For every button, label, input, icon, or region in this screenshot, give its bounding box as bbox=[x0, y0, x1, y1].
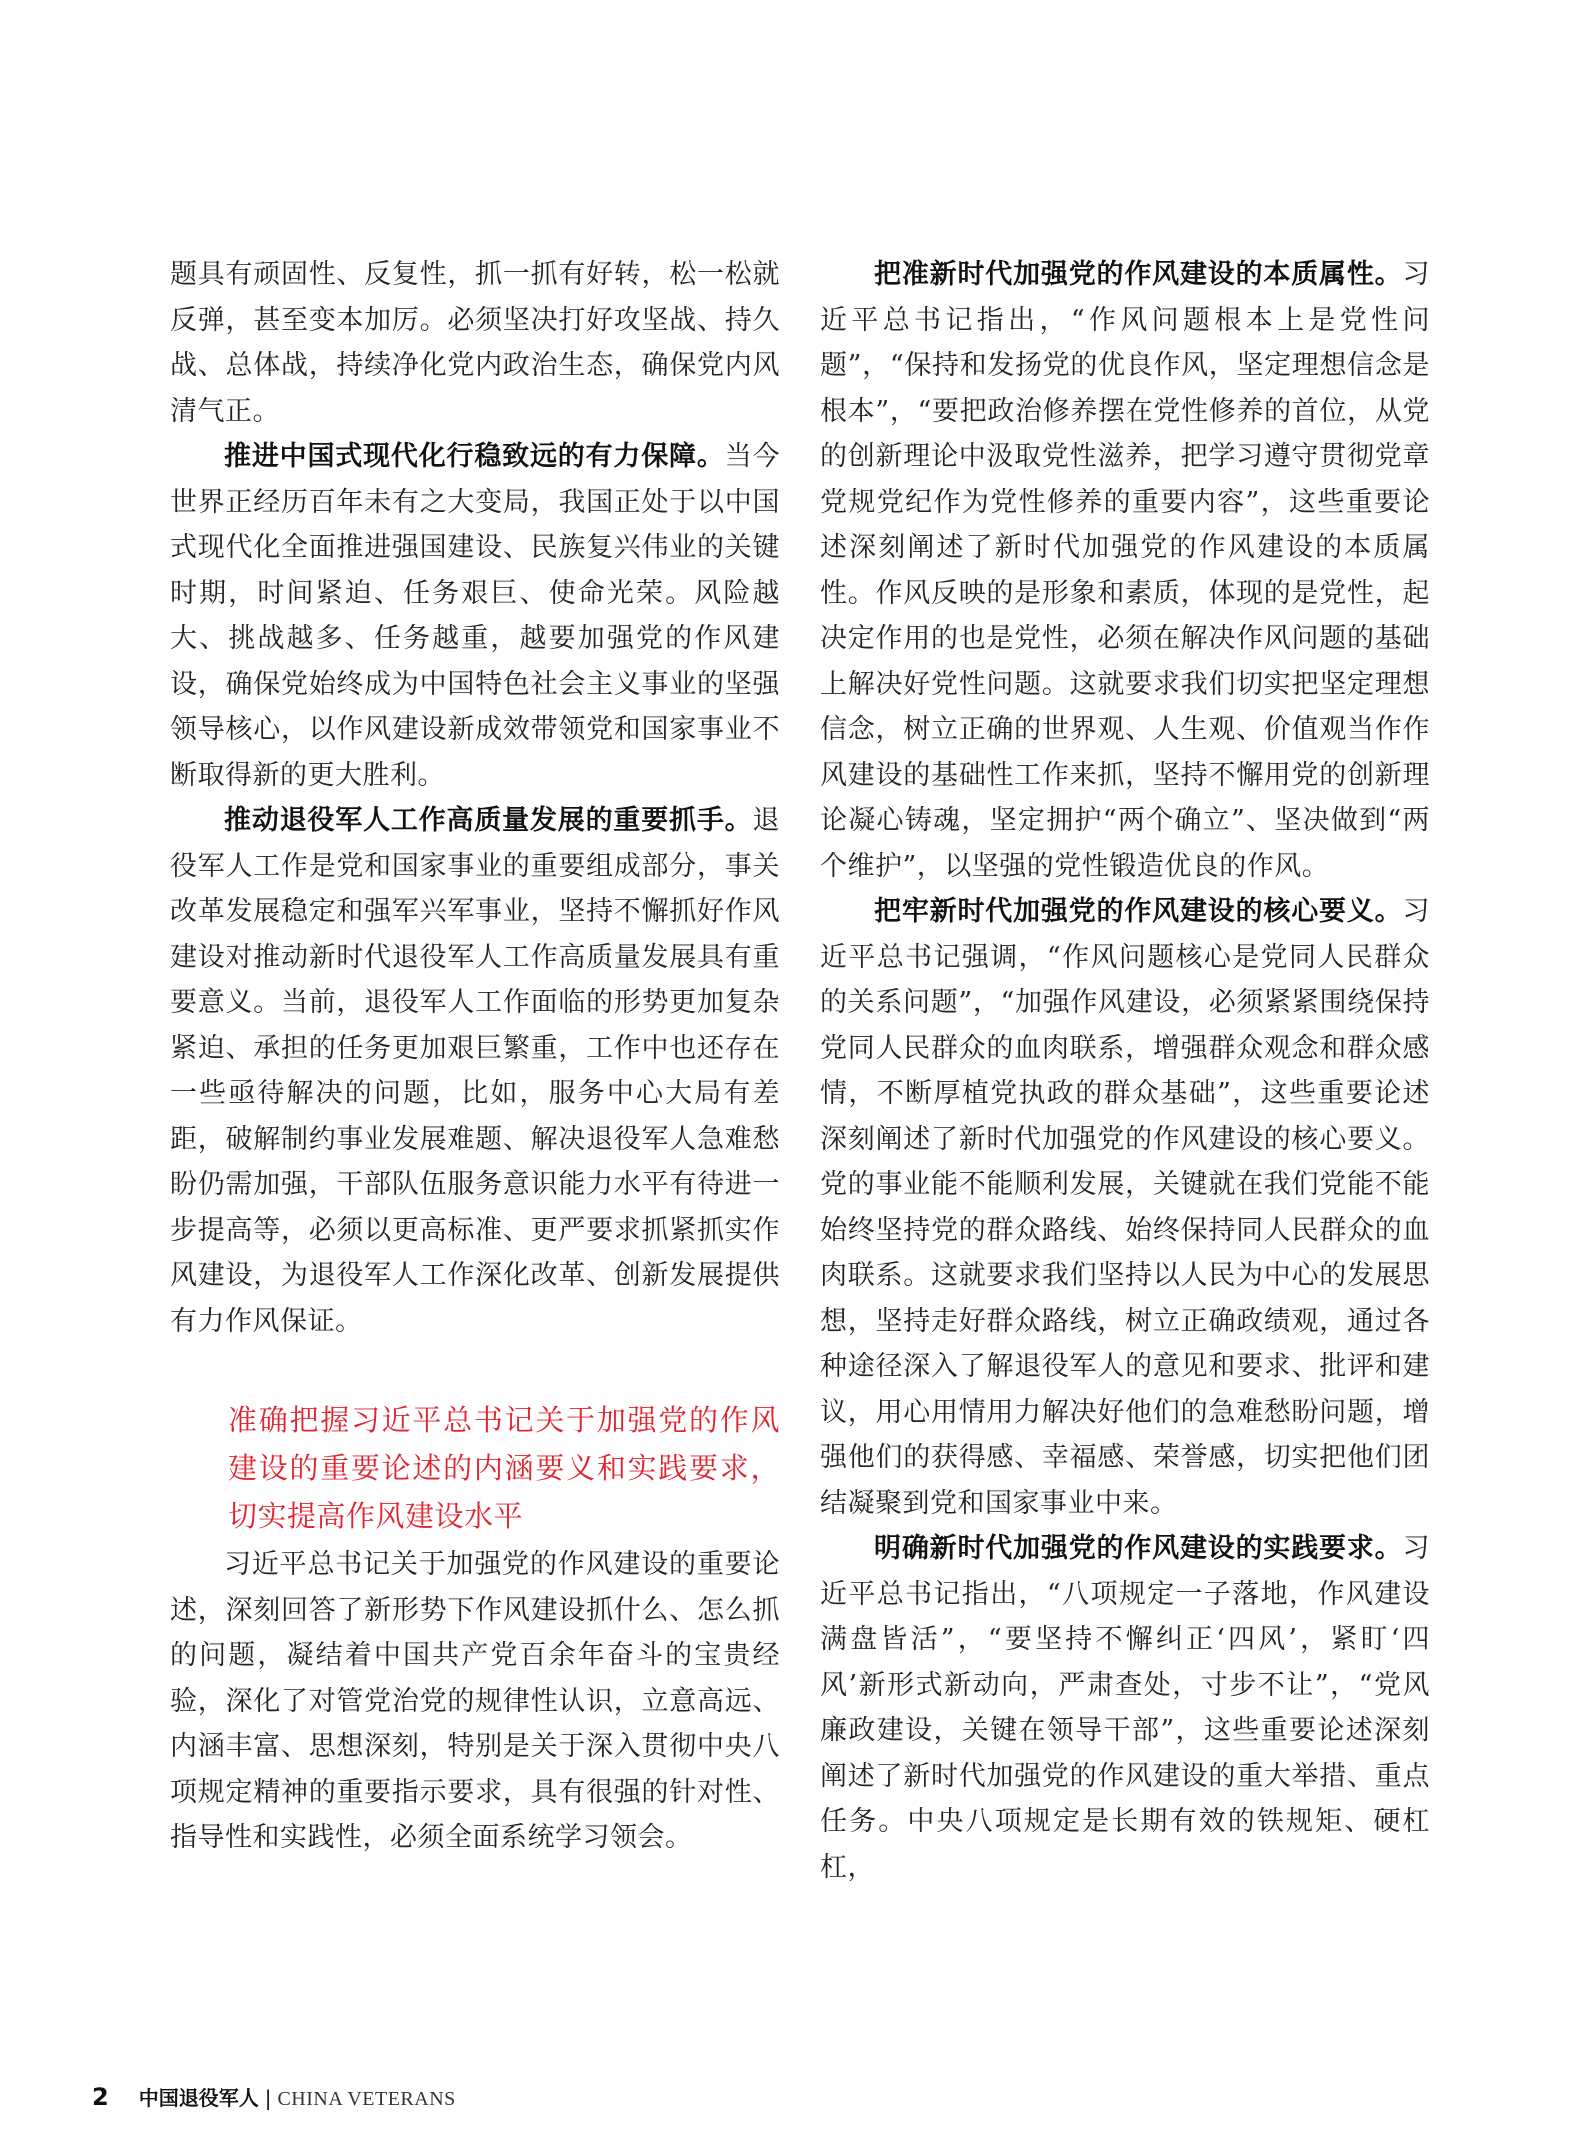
right-paragraph-3-lead: 明确新时代加强党的作风建设的实践要求。 bbox=[874, 1533, 1403, 1564]
left-column bbox=[170, 252, 780, 1861]
right-paragraph-2 bbox=[820, 889, 1430, 1526]
right-column bbox=[820, 252, 1430, 1890]
right-paragraph-1-body: 习近平总书记指出，“作风问题根本上是党性问题”，“保持和发扬党的优良作风，坚定理想信念是根本”，“要把政治修养摆在党性修养的首位，从党的创新理论中汲取党性滋养，把学习遵守贯彻党章党规党纪作为党性修养的重要内容”，这些重要论述深刻阐述了新时代加强党的作风建设的本质属性。作风反映的是形象和素质，体现的是党性，起决定作用的也是党性，必须在解决作风问题的基础上解决好党性问题。这就要求我们切实把坚定理想信念，树立正确的世界观、人生观、价值观当作作风建设的基础性工作来抓，坚持不懈用党的创新理论凝心铸魂，坚定拥护“两个确立”、坚决做到“两个维护”，以坚强的党性锻造优良的作风。 bbox=[820, 259, 1430, 882]
footer-separator: | bbox=[264, 2086, 272, 2110]
magazine-title-en: CHINA VETERANS bbox=[277, 2088, 456, 2110]
page-footer bbox=[92, 2082, 456, 2114]
right-paragraph-1 bbox=[820, 252, 1430, 889]
left-paragraph-3 bbox=[170, 798, 780, 1344]
left-paragraph-3-lead: 推动退役军人工作高质量发展的重要抓手。 bbox=[224, 805, 753, 836]
left-paragraph-2-lead: 推进中国式现代化行稳致远的有力保障。 bbox=[224, 441, 725, 472]
page-number: 2 bbox=[92, 2083, 109, 2111]
right-paragraph-3 bbox=[820, 1526, 1430, 1890]
right-paragraph-2-lead: 把牢新时代加强党的作风建设的核心要义。 bbox=[874, 896, 1403, 927]
magazine-title-cn: 中国退役军人 bbox=[138, 2086, 259, 2110]
section-heading: 准确把握习近平总书记关于加强党的作风建设的重要论述的内涵要义和实践要求，切实提高作风建设水平 bbox=[228, 1403, 780, 1533]
right-paragraph-3-body: 习近平总书记指出，“八项规定一子落地，作风建设满盘皆活”，“要坚持不懈纠正‘四风’，紧盯‘四风’新形式新动向，严肃查处，寸步不让”，“党风廉政建设，关键在领导干部”，这些重要论述深刻阐述了新时代加强党的作风建设的重大举措、重点任务。中央八项规定是长期有效的铁规矩、硬杠杠， bbox=[820, 1533, 1430, 1883]
left-paragraph-2-body: 当今世界正经历百年未有之大变局，我国正处于以中国式现代化全面推进强国建设、民族复兴伟业的关键时期，时间紧迫、任务艰巨、使命光荣。风险越大、挑战越多、任务越重，越要加强党的作风建设，确保党始终成为中国特色社会主义事业的坚强领导核心，以作风建设新成效带领党和国家事业不断取得新的更大胜利。 bbox=[170, 441, 781, 791]
right-paragraph-1-lead: 把准新时代加强党的作风建设的本质属性。 bbox=[874, 259, 1403, 290]
left-paragraph-3-body: 退役军人工作是党和国家事业的重要组成部分，事关改革发展稳定和强军兴军事业，坚持不懈抓好作风建设对推动新时代退役军人工作高质量发展具有重要意义。当前，退役军人工作面临的形势更加复杂紧迫、承担的任务更加艰巨繁重，工作中也还存在一些亟待解决的问题，比如，服务中心大局有差距，破解制约事业发展难题、解决退役军人急难愁盼仍需加强，干部队伍服务意识能力水平有待进一步提高等，必须以更高标准、更严要求抓紧抓实作风建设，为退役军人工作深化改革、创新发展提供有力作风保证。 bbox=[170, 805, 780, 1337]
right-paragraph-2-body: 习近平总书记强调，“作风问题核心是党同人民群众的关系问题”，“加强作风建设，必须紧紧围绕保持党同人民群众的血肉联系，增强群众观念和群众感情，不断厚植党执政的群众基础”，这些重要论述深刻阐述了新时代加强党的作风建设的核心要义。党的事业能不能顺利发展，关键就在我们党能不能始终坚持党的群众路线、始终保持同人民群众的血肉联系。这就要求我们坚持以人民为中心的发展思想，坚持走好群众路线，树立正确政绩观，通过各种途径深入了解退役军人的意见和要求、批评和建议，用心用情用力解决好他们的急难愁盼问题，增强他们的获得感、幸福感、荣誉感，切实把他们团结凝聚到党和国家事业中来。 bbox=[820, 896, 1430, 1519]
left-paragraph-2 bbox=[170, 434, 780, 798]
left-paragraph-4: 习近平总书记关于加强党的作风建设的重要论述，深刻回答了新形势下作风建设抓什么、怎么抓的问题，凝结着中国共产党百余年奋斗的宝贵经验，深化了对管党治党的规律性认识，立意高远、内涵丰富、思想深刻，特别是关于深入贯彻中央八项规定精神的重要指示要求，具有很强的针对性、指导性和实践性，必须全面系统学习领会。 bbox=[170, 1549, 780, 1853]
left-paragraph-1: 题具有顽固性、反复性，抓一抓有好转，松一松就反弹，甚至变本加厉。必须坚决打好攻坚战、持久战、总体战，持续净化党内政治生态，确保党内风清气正。 bbox=[170, 259, 780, 427]
